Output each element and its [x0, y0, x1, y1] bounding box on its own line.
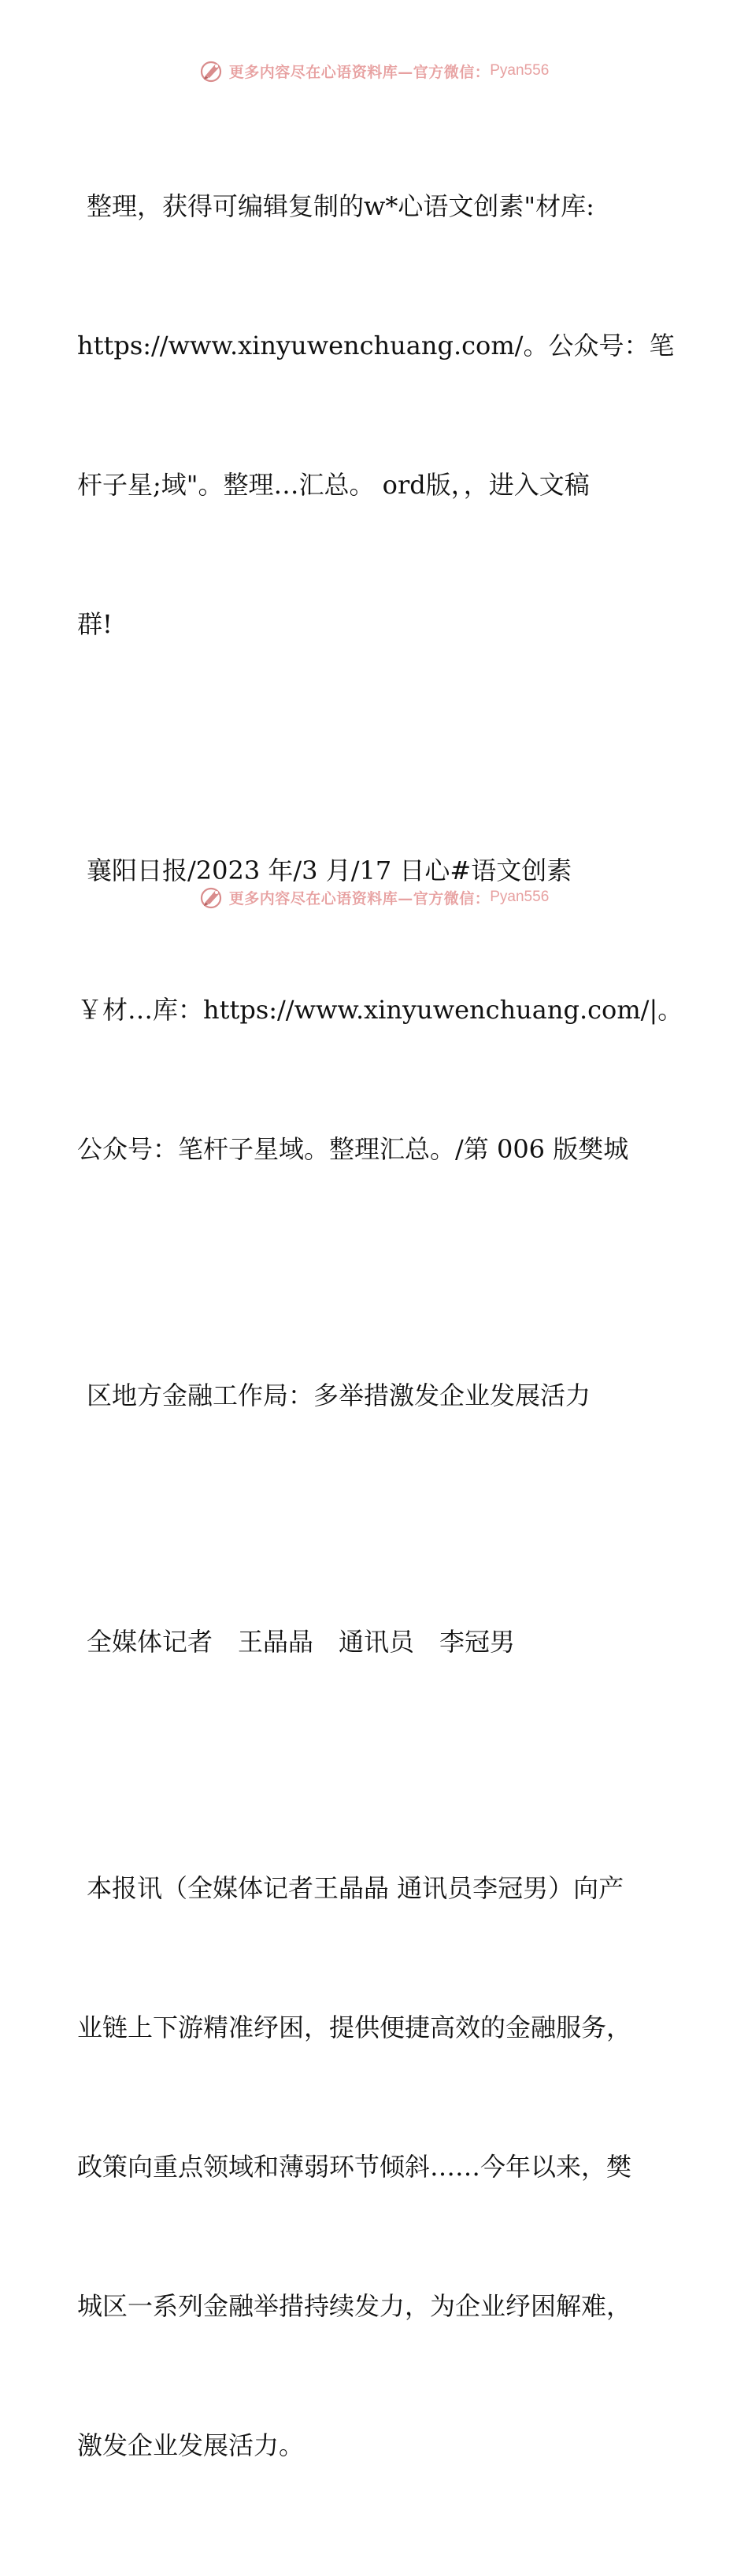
paragraph-source — [77, 755, 683, 1266]
text-line: 全媒体记者 王晶晶 通讯员 李冠男 — [87, 1627, 516, 1657]
paragraph-intro — [77, 91, 676, 741]
document-body — [77, 91, 683, 2576]
text-line: 政策向重点领域和薄弱环节倾斜……今年以来，樊 — [77, 2152, 632, 2182]
article-title — [77, 1280, 676, 1512]
watermark-text: 更多内容尽在心语资料库—官方微信： — [228, 889, 491, 907]
footer-watermark — [0, 881, 748, 913]
text-line: 杆子星;域"。整理…汇总。 ord版，，进入文稿 — [77, 470, 590, 500]
header-watermark — [0, 55, 748, 87]
text-line: ￥材…库：https://www.xinyuwenchuang.com/|。 — [77, 995, 683, 1025]
watermark-wechat-id: Pyan556 — [490, 62, 550, 79]
text-line: 城区一系列金融举措持续发力，为企业纾困解难， — [77, 2291, 632, 2321]
text-line: 激发企业发展活力。 — [77, 2430, 305, 2460]
text-line: https://www.xinyuwenchuang.com/。公众号：笔 — [77, 331, 675, 360]
watermark-wechat-id: Pyan556 — [490, 889, 550, 905]
text-line: 公众号：笔杆子星域。整理汇总。/第 006 版樊城 — [77, 1134, 629, 1164]
text-line: 整理，获得可编辑复制的w*心语文创素"材库: — [87, 191, 594, 221]
article-body — [77, 1772, 676, 2562]
text-line: 区地方金融工作局：多举措激发企业发展活力 — [87, 1380, 591, 1410]
watermark-text: 更多内容尽在心语资料库—官方微信： — [228, 63, 491, 81]
red-pen-circle-logo-icon — [199, 885, 224, 910]
article-byline — [77, 1526, 676, 1758]
text-line: 本报讯（全媒体记者王晶晶 通讯员李冠男）向产 — [87, 1873, 624, 1903]
text-line: 群! — [77, 609, 113, 639]
text-line: 业链上下游精准纾困，提供便捷高效的金融服务， — [77, 2012, 632, 2042]
text-line: 襄阳日报/2023 年/3 月/17 日心#语文创素 — [87, 856, 572, 885]
red-pen-circle-logo-icon — [199, 58, 224, 83]
